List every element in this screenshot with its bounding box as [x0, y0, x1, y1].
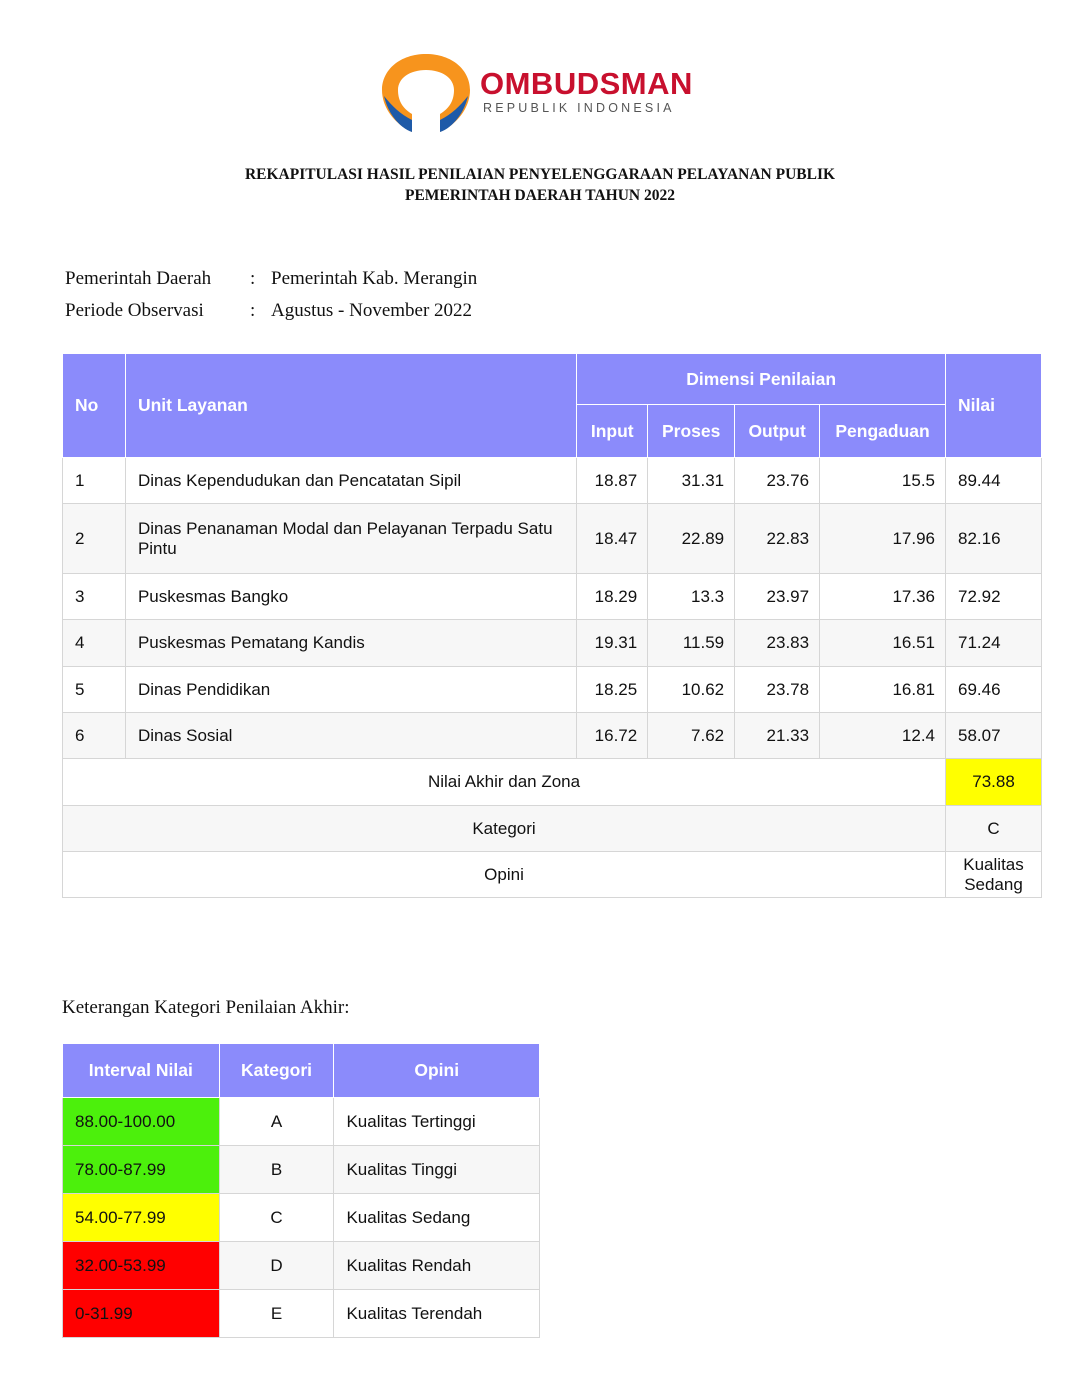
row-nilai: 58.07 — [946, 713, 1042, 759]
table-row — [63, 458, 1042, 504]
summary-nilai-akhir-row — [63, 759, 1042, 806]
header-no: No — [63, 354, 126, 458]
legend-interval: 54.00-77.99 — [63, 1194, 220, 1242]
table-row — [63, 713, 1042, 759]
legend-row — [63, 1242, 540, 1290]
row-unit: Puskesmas Pematang Kandis — [125, 620, 576, 667]
logo-name: OMBUDSMAN — [480, 66, 693, 101]
header-nilai: Nilai — [946, 354, 1042, 458]
legend-row — [63, 1290, 540, 1338]
row-input: 18.87 — [577, 458, 648, 504]
row-no: 1 — [63, 458, 126, 504]
row-input: 18.25 — [577, 667, 648, 713]
row-pengaduan: 16.51 — [820, 620, 946, 667]
legend-kategori: C — [219, 1194, 334, 1242]
category-legend-table — [62, 1043, 540, 1338]
legend-opini: Kualitas Terendah — [334, 1290, 540, 1338]
legend-interval: 78.00-87.99 — [63, 1146, 220, 1194]
legend-interval: 0-31.99 — [63, 1290, 220, 1338]
kategori-value: C — [946, 806, 1042, 852]
row-no: 3 — [63, 574, 126, 620]
row-nilai: 89.44 — [946, 458, 1042, 504]
opini-value: Kualitas Sedang — [946, 852, 1042, 898]
legend-row — [63, 1098, 540, 1146]
legend-kategori: B — [219, 1146, 334, 1194]
header-dimensi-penilaian: Dimensi Penilaian — [577, 354, 946, 405]
legend-kategori: E — [219, 1290, 334, 1338]
header-output: Output — [735, 405, 820, 458]
row-proses: 22.89 — [648, 504, 735, 574]
header-proses: Proses — [648, 405, 735, 458]
legend-header-kategori: Kategori — [219, 1044, 334, 1098]
periode-separator: : — [250, 300, 256, 321]
row-input: 19.31 — [577, 620, 648, 667]
pemda-label: Pemerintah Daerah — [65, 268, 212, 289]
legend-opini: Kualitas Tertinggi — [334, 1098, 540, 1146]
row-output: 22.83 — [735, 504, 820, 574]
row-proses: 10.62 — [648, 667, 735, 713]
legend-header-interval: Interval Nilai — [63, 1044, 220, 1098]
row-nilai: 69.46 — [946, 667, 1042, 713]
summary-opini-row — [63, 852, 1042, 898]
row-output: 21.33 — [735, 713, 820, 759]
pemda-value: Pemerintah Kab. Merangin — [271, 268, 478, 289]
row-output: 23.83 — [735, 620, 820, 667]
table-row — [63, 620, 1042, 667]
row-pengaduan: 15.5 — [820, 458, 946, 504]
header-input: Input — [577, 405, 648, 458]
table-row — [63, 667, 1042, 713]
row-unit: Dinas Sosial — [125, 713, 576, 759]
table-row — [63, 504, 1042, 574]
row-output: 23.97 — [735, 574, 820, 620]
document-title-line1: REKAPITULASI HASIL PENILAIAN PENYELENGGARAAN PELAYANAN PUBLIK — [244, 166, 836, 183]
row-nilai: 72.92 — [946, 574, 1042, 620]
legend-header-opini: Opini — [334, 1044, 540, 1098]
legend-title: Keterangan Kategori Penilaian Akhir: — [62, 997, 350, 1018]
row-no: 4 — [63, 620, 126, 667]
row-pengaduan: 12.4 — [820, 713, 946, 759]
row-pengaduan: 17.36 — [820, 574, 946, 620]
legend-row — [63, 1194, 540, 1242]
pemda-separator: : — [250, 268, 256, 289]
ombudsman-logo — [378, 50, 708, 136]
legend-interval: 88.00-100.00 — [63, 1098, 220, 1146]
row-unit: Dinas Pendidikan — [125, 667, 576, 713]
row-no: 5 — [63, 667, 126, 713]
row-pengaduan: 16.81 — [820, 667, 946, 713]
nilai-akhir-value: 73.88 — [946, 759, 1042, 806]
legend-kategori: A — [219, 1098, 334, 1146]
document-title-line2: PEMERINTAH DAERAH TAHUN 2022 — [405, 187, 675, 204]
row-no: 6 — [63, 713, 126, 759]
header-pengaduan: Pengaduan — [820, 405, 946, 458]
assessment-table — [62, 353, 1042, 898]
row-unit: Puskesmas Bangko — [125, 574, 576, 620]
row-nilai: 71.24 — [946, 620, 1042, 667]
legend-row — [63, 1146, 540, 1194]
row-unit: Dinas Penanaman Modal dan Pelayanan Terpadu Satu Pintu — [125, 504, 576, 574]
periode-label: Periode Observasi — [65, 300, 204, 321]
row-input: 16.72 — [577, 713, 648, 759]
row-pengaduan: 17.96 — [820, 504, 946, 574]
legend-opini: Kualitas Tinggi — [334, 1146, 540, 1194]
ombudsman-emblem-icon — [378, 50, 474, 136]
logo-subtitle: REPUBLIK INDONESIA — [483, 101, 675, 115]
legend-interval: 32.00-53.99 — [63, 1242, 220, 1290]
row-proses: 13.3 — [648, 574, 735, 620]
legend-opini: Kualitas Sedang — [334, 1194, 540, 1242]
row-proses: 7.62 — [648, 713, 735, 759]
header-unit-layanan: Unit Layanan — [125, 354, 576, 458]
opini-label: Opini — [63, 852, 946, 898]
summary-kategori-row — [63, 806, 1042, 852]
row-output: 23.76 — [735, 458, 820, 504]
kategori-label: Kategori — [63, 806, 946, 852]
row-input: 18.29 — [577, 574, 648, 620]
row-proses: 11.59 — [648, 620, 735, 667]
row-proses: 31.31 — [648, 458, 735, 504]
row-input: 18.47 — [577, 504, 648, 574]
row-nilai: 82.16 — [946, 504, 1042, 574]
legend-opini: Kualitas Rendah — [334, 1242, 540, 1290]
legend-kategori: D — [219, 1242, 334, 1290]
row-unit: Dinas Kependudukan dan Pencatatan Sipil — [125, 458, 576, 504]
row-no: 2 — [63, 504, 126, 574]
row-output: 23.78 — [735, 667, 820, 713]
periode-value: Agustus - November 2022 — [271, 300, 473, 321]
nilai-akhir-label: Nilai Akhir dan Zona — [63, 759, 946, 806]
table-row — [63, 574, 1042, 620]
